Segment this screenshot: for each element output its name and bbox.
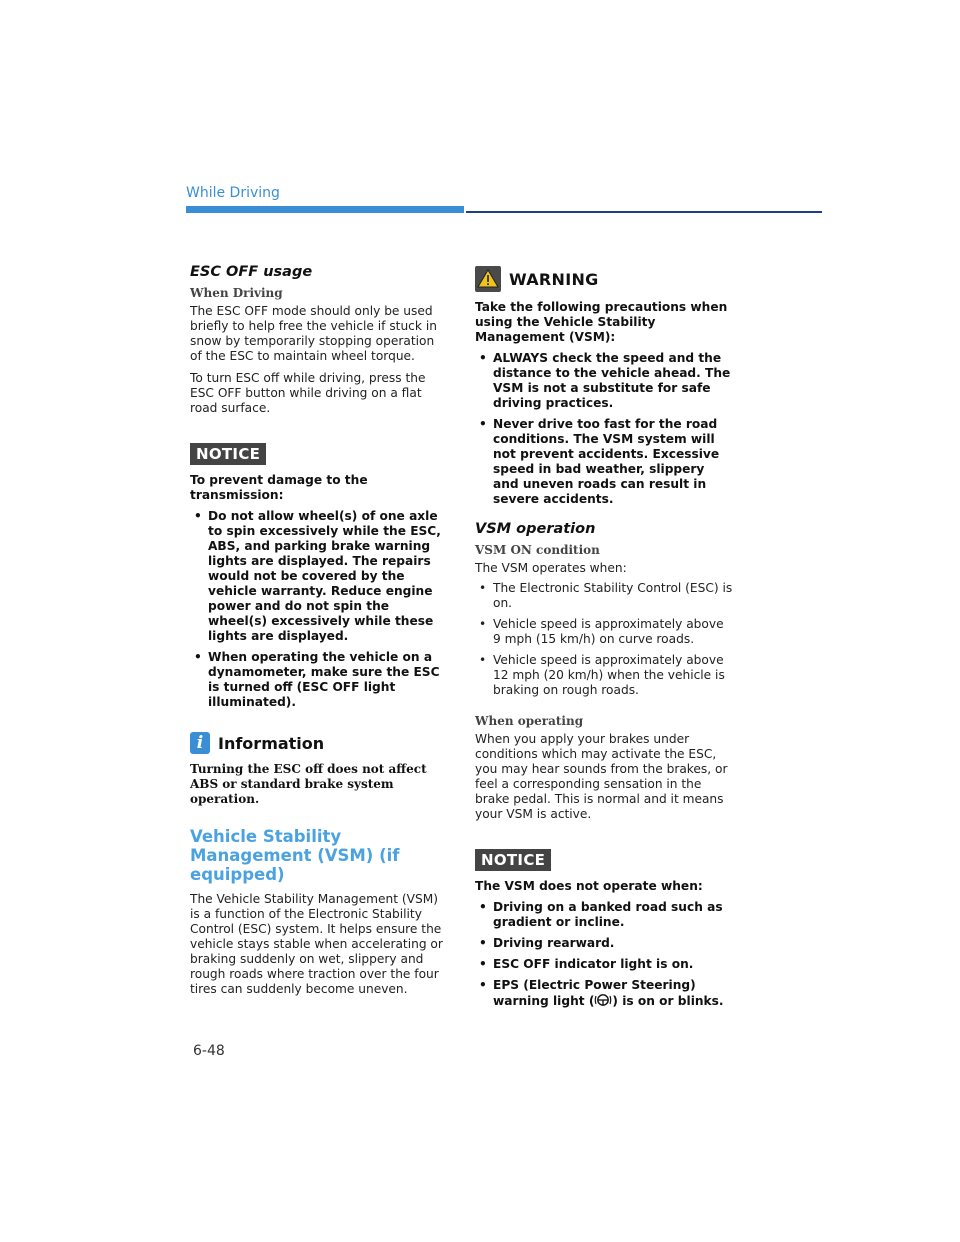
notice-list-right bbox=[475, 900, 733, 1009]
warning-title: WARNING bbox=[509, 269, 599, 289]
notice-badge: NOTICE bbox=[190, 443, 266, 465]
operates-when-text: The VSM operates when: bbox=[475, 561, 627, 575]
information-title: Information bbox=[218, 733, 325, 753]
when-operating-subheading: When operating bbox=[475, 714, 584, 728]
info-icon: i bbox=[190, 732, 210, 754]
esc-off-usage-heading: ESC OFF usage bbox=[190, 264, 313, 280]
notice-intro-right: The VSM does not operate when: bbox=[475, 879, 703, 893]
list-item: • ESC OFF indicator light is on. bbox=[475, 957, 733, 972]
header-rule-thick bbox=[186, 206, 464, 213]
notice-list bbox=[190, 509, 448, 710]
when-operating-paragraph: When you apply your brakes under conditions which may activate the ESC, you may hear sounds from the brakes, or feel a corresponding sensation in the brake pedal. This is normal and it means your VSM is active. bbox=[475, 732, 728, 821]
esc-off-paragraph-1: The ESC OFF mode should only be used briefly to help free the vehicle if stuck in snow by temporarily stopping operation of the ESC to maintain wheel torque. bbox=[190, 304, 437, 363]
list-item: • The Electronic Stability Control (ESC) is on. bbox=[475, 581, 733, 611]
list-item: • Driving rearward. bbox=[475, 936, 733, 951]
warning-header bbox=[475, 266, 733, 292]
warning-list bbox=[475, 351, 733, 507]
right-column bbox=[475, 266, 733, 1015]
page-number: 6-48 bbox=[193, 1043, 225, 1059]
warning-intro: Take the following precautions when using the Vehicle Stability Management (VSM): bbox=[475, 300, 728, 344]
esc-off-paragraph-2: To turn ESC off while driving, press the ESC OFF button while driving on a flat road surface. bbox=[190, 371, 426, 415]
list-item: • Vehicle speed is approximately above 12 mph (20 km/h) when the vehicle is braking on rough roads. bbox=[475, 653, 733, 698]
vsm-section-title: Vehicle Stability Management (VSM) (if equipped) bbox=[190, 827, 400, 884]
list-item-eps bbox=[475, 978, 733, 1009]
list-item: • Driving on a banked road such as gradient or incline. bbox=[475, 900, 733, 930]
list-item: • Never drive too fast for the road conditions. The VSM system will not prevent accidents. Excessive speed in bad weather, slippery and uneven roads can result in severe accidents. bbox=[475, 417, 733, 507]
information-header bbox=[190, 732, 448, 754]
steering-wheel-warning-icon bbox=[594, 993, 612, 1007]
information-text: Turning the ESC off does not affect ABS or standard brake system operation. bbox=[190, 762, 427, 806]
when-driving-subheading: When Driving bbox=[190, 286, 283, 300]
header-rule-thin bbox=[466, 211, 822, 213]
left-column bbox=[190, 264, 448, 1004]
list-item: • Do not allow wheel(s) of one axle to spin excessively while the ESC, ABS, and parking brake warning lights are displayed. The repairs would not be covered by the vehicle warranty. Reduce engine power and do not spin the wheel(s) excessively while these lights are displayed. bbox=[190, 509, 448, 644]
vsm-operation-heading: VSM operation bbox=[475, 521, 596, 537]
notice-intro: To prevent damage to the transmission: bbox=[190, 473, 368, 502]
list-item: • ALWAYS check the speed and the distance to the vehicle ahead. The VSM is not a substitute for safe driving practices. bbox=[475, 351, 733, 411]
operates-list bbox=[475, 581, 733, 698]
list-item: • When operating the vehicle on a dynamometer, make sure the ESC is turned off (ESC OFF light illuminated). bbox=[190, 650, 448, 710]
notice-badge-right: NOTICE bbox=[475, 849, 551, 871]
vsm-on-condition-subheading: VSM ON condition bbox=[475, 543, 600, 557]
header-section-title: While Driving bbox=[186, 185, 280, 201]
eps-text-before: EPS (Electric Power Steering) warning light ( bbox=[493, 978, 696, 1008]
list-item: • Vehicle speed is approximately above 9 mph (15 km/h) on curve roads. bbox=[475, 617, 733, 647]
eps-text-after: ) is on or blinks. bbox=[612, 994, 724, 1008]
warning-triangle-icon bbox=[475, 266, 501, 292]
vsm-description: The Vehicle Stability Management (VSM) is a function of the Electronic Stability Control (ESC) system. It helps ensure the vehicle stays stable when accelerating or braking suddenly on wet, slippery and rough roads where traction over the four tires can suddenly become uneven. bbox=[190, 892, 443, 996]
